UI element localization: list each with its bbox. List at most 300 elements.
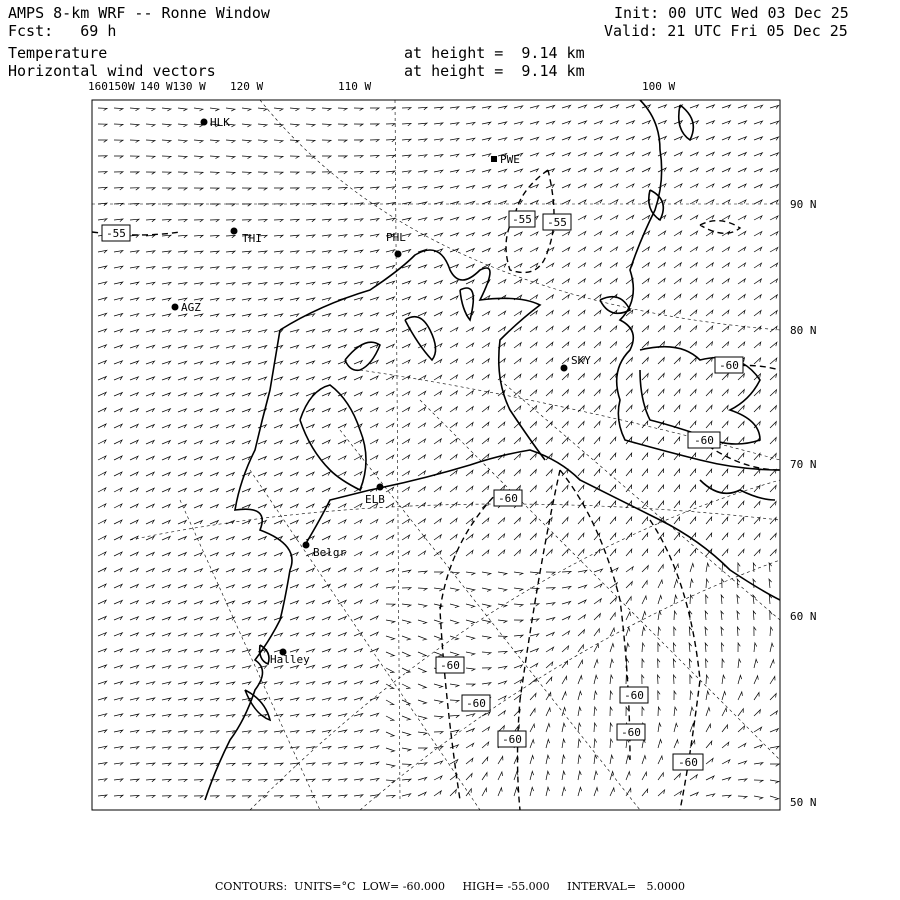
wind-vector (658, 580, 663, 588)
wind-vector (178, 457, 186, 461)
wind-vector (146, 536, 154, 540)
wind-vector (370, 329, 378, 332)
wind-vector (530, 693, 536, 700)
wind-vector (194, 601, 203, 604)
station-marker-elb (377, 484, 384, 491)
wind-vector (338, 633, 346, 636)
wind-vector (737, 627, 739, 636)
wind-vector (98, 600, 106, 604)
wind-vector (226, 409, 234, 412)
wind-vector (642, 421, 648, 428)
wind-vector (753, 611, 756, 620)
wind-vector (370, 424, 378, 428)
wind-vector (306, 424, 314, 428)
wind-vector (194, 283, 203, 286)
wind-vector (210, 220, 219, 222)
wind-vector (130, 552, 138, 556)
wind-vector (514, 787, 518, 796)
wind-vector (594, 517, 600, 524)
wind-vector (226, 650, 235, 653)
wind-vector (706, 579, 709, 588)
wind-vector (594, 263, 601, 268)
wind-vector (482, 712, 490, 716)
station-label-thi: THI (242, 232, 262, 245)
wind-vector (754, 390, 760, 396)
wind-vector (242, 731, 251, 734)
wind-vector (737, 611, 740, 620)
wind-vector (338, 763, 347, 766)
wind-vector (466, 138, 475, 141)
wind-vector (546, 550, 552, 557)
wind-vector (354, 616, 362, 620)
wind-vector (674, 723, 678, 732)
wind-vector (386, 439, 394, 444)
wind-vector (722, 310, 729, 316)
wind-vector (706, 310, 713, 316)
wind-vector (98, 568, 106, 572)
wind-vector (98, 584, 106, 588)
wind-vector (578, 723, 581, 732)
wind-vector (194, 346, 203, 349)
wind-vector (642, 659, 644, 668)
wind-vector (770, 422, 776, 428)
wind-vector (226, 553, 234, 556)
wind-vector (98, 536, 106, 540)
wind-vector (738, 761, 747, 764)
wind-vector (674, 707, 677, 716)
wind-vector (642, 121, 650, 124)
wind-vector (274, 633, 283, 636)
wind-vector (130, 682, 139, 685)
wind-vector (402, 281, 411, 284)
wind-vector (114, 520, 122, 524)
wind-vector (594, 660, 598, 669)
wind-vector (578, 676, 582, 684)
wind-vector (722, 742, 729, 748)
wind-vector (226, 666, 235, 669)
wind-vector (578, 453, 584, 460)
wind-vector (114, 633, 122, 636)
wind-vector (610, 755, 613, 764)
wind-vector (402, 392, 410, 397)
wind-vector (162, 779, 171, 782)
wind-vector (386, 108, 395, 110)
wind-vector (242, 617, 251, 620)
wind-vector (514, 470, 520, 476)
wind-vector (450, 123, 459, 126)
wind-vector (450, 391, 457, 396)
wind-vector (450, 652, 459, 656)
wind-vector (737, 595, 740, 604)
wind-vector (546, 279, 554, 284)
wind-vector (146, 779, 155, 782)
wind-vector (322, 779, 331, 782)
wind-vector (658, 247, 665, 252)
wind-vector (162, 536, 170, 540)
wind-vector (738, 121, 747, 124)
wind-vector (418, 186, 427, 189)
wind-vector (274, 282, 283, 285)
wind-vector (722, 795, 731, 798)
wind-vector (514, 374, 521, 380)
wind-vector (482, 311, 490, 316)
wind-vector (594, 755, 597, 764)
wind-vector (434, 312, 442, 316)
wind-vector (338, 746, 347, 749)
wind-vector (178, 488, 186, 492)
station-marker-pwe (491, 156, 497, 162)
wind-vector (210, 473, 218, 477)
wind-vector (450, 700, 459, 703)
wind-vector (690, 563, 694, 572)
wind-vector (770, 746, 779, 749)
wind-vector (770, 105, 779, 108)
wind-vector (274, 314, 283, 317)
wind-vector (210, 682, 219, 685)
wind-vector (466, 714, 475, 717)
wind-vector (290, 698, 299, 701)
wind-vector (146, 714, 155, 717)
wind-vector (274, 682, 283, 685)
wind-vector (754, 263, 762, 268)
wind-vector (226, 188, 235, 190)
wind-vector (290, 345, 299, 348)
wind-vector (770, 374, 777, 380)
lon-label-130: W130 W (166, 80, 206, 93)
wind-vector (658, 756, 663, 764)
wind-vector (530, 663, 538, 668)
wind-vector (546, 374, 553, 380)
wind-vector (146, 267, 155, 270)
wind-vector (642, 342, 649, 348)
wind-vector (514, 518, 520, 524)
wind-vector (418, 792, 426, 796)
wind-vector (546, 295, 553, 300)
wind-vector (722, 485, 728, 492)
wind-vector (114, 124, 123, 127)
wind-vector (514, 550, 521, 556)
wind-vector (658, 152, 666, 156)
wind-vector (114, 377, 122, 380)
wind-vector (658, 549, 664, 556)
wind-vector (530, 518, 536, 524)
wind-vector (530, 153, 539, 156)
wind-vector (626, 215, 634, 220)
wind-vector (450, 588, 459, 591)
wind-vector (114, 763, 123, 766)
wind-vector (242, 172, 251, 175)
wind-vector (418, 297, 426, 301)
wind-vector (322, 361, 330, 364)
wind-vector (466, 186, 475, 189)
wind-vector (578, 310, 585, 316)
wind-vector (769, 579, 772, 588)
wind-vector (562, 755, 565, 764)
wind-vector (722, 533, 728, 540)
wind-vector (754, 326, 761, 332)
wind-vector (594, 675, 598, 684)
wind-vector (498, 327, 505, 332)
wind-vector (754, 469, 760, 476)
wind-vector (258, 267, 267, 270)
wind-vector (722, 105, 731, 108)
wind-vector (386, 636, 395, 640)
wind-vector (498, 406, 505, 412)
wind-vector (194, 731, 203, 734)
wind-vector (226, 585, 234, 588)
wind-vector (482, 327, 490, 332)
wind-vector (130, 219, 139, 222)
wind-vector (546, 263, 554, 268)
wind-vector (594, 168, 602, 172)
wind-vector (642, 215, 650, 220)
wind-vector (722, 326, 729, 332)
wind-vector (594, 707, 597, 716)
wind-vector (210, 267, 219, 270)
wind-vector (146, 219, 155, 222)
wind-vector (370, 665, 378, 668)
wind-vector (114, 266, 123, 269)
wind-vector (178, 393, 187, 396)
wind-vector (338, 698, 347, 701)
wind-vector (434, 716, 443, 719)
wind-vector (114, 649, 123, 652)
wind-vector (274, 220, 283, 222)
wind-vector (418, 155, 427, 158)
wind-vector (754, 517, 760, 524)
wind-vector (466, 789, 471, 796)
wind-vector (658, 263, 665, 268)
wind-vector (562, 326, 569, 332)
wind-vector (674, 501, 680, 508)
wind-vector (306, 633, 315, 636)
wind-vector (386, 187, 395, 190)
wind-vector (434, 391, 442, 396)
wind-vector (546, 724, 550, 733)
wind-vector (466, 375, 473, 380)
wind-vector (482, 438, 489, 444)
wind-vector (642, 756, 646, 765)
wind-vector (562, 707, 566, 716)
wind-vector (178, 698, 187, 701)
wind-vector (434, 588, 443, 591)
wind-vector (98, 313, 107, 316)
wind-vector (162, 569, 170, 572)
wind-vector (466, 550, 473, 556)
wind-vector (194, 666, 203, 669)
wind-vector (114, 552, 122, 556)
wind-vector (242, 283, 251, 286)
wind-vector (674, 437, 680, 444)
wind-vector (514, 169, 523, 172)
wind-vector (482, 470, 489, 476)
wind-vector (674, 595, 677, 604)
wind-vector (290, 361, 299, 364)
wind-vector (705, 611, 708, 620)
wind-vector (674, 326, 681, 332)
wind-vector (673, 659, 676, 668)
wind-vector (322, 601, 330, 605)
init-time: Init: 00 UTC Wed 03 Dec 25 (614, 4, 849, 22)
wind-vector (514, 264, 522, 268)
wind-vector (338, 488, 346, 492)
wind-vector (290, 504, 298, 508)
wind-vector (530, 422, 537, 428)
wind-vector (754, 342, 761, 348)
wind-vector (130, 266, 139, 269)
wind-vector (146, 156, 155, 159)
wind-vector (754, 358, 761, 364)
wind-vector (402, 487, 410, 492)
wind-vector (114, 456, 122, 460)
wind-vector (306, 456, 314, 460)
svg-text:-60: -60 (440, 659, 460, 672)
wind-vector (482, 757, 488, 764)
wind-vector (578, 660, 583, 668)
wind-vector (642, 437, 648, 444)
wind-vector (210, 489, 218, 493)
wind-vector (482, 620, 491, 623)
wind-vector (290, 314, 299, 317)
wind-vector (178, 682, 187, 685)
wind-vector (306, 472, 314, 476)
wind-vector (162, 393, 170, 396)
wind-vector (418, 487, 425, 492)
wind-vector (370, 600, 378, 604)
wind-vector (258, 731, 267, 734)
station-label-belgr: Belgr (313, 546, 347, 559)
wind-vector (274, 456, 282, 460)
wind-vector (610, 405, 616, 412)
wind-vector (98, 424, 106, 428)
wind-vector (194, 220, 203, 222)
wind-vector (770, 501, 776, 508)
wind-vector (322, 649, 331, 652)
wind-vector (498, 534, 505, 540)
wind-vector (674, 740, 678, 748)
wind-vector (562, 453, 568, 460)
wind-vector (306, 585, 314, 589)
wind-vector (290, 409, 298, 412)
wind-vector (162, 617, 171, 620)
wind-vector (210, 172, 219, 175)
wind-vector (562, 723, 565, 732)
wind-vector (674, 791, 682, 796)
wind-vector (114, 714, 123, 717)
wind-vector (306, 140, 315, 143)
wind-vector (674, 627, 676, 636)
wind-vector (706, 595, 708, 604)
wind-vector (370, 616, 378, 620)
wind-vector (642, 596, 647, 604)
wind-vector (210, 650, 219, 653)
wind-vector (418, 139, 427, 142)
wind-vector (754, 485, 760, 492)
wind-vector (466, 423, 473, 429)
wind-vector (194, 235, 203, 238)
lon-label-140: 140 (140, 80, 160, 93)
wind-vector (178, 763, 187, 766)
wind-vector (705, 643, 708, 652)
wind-vector (194, 553, 202, 556)
wind-vector (722, 263, 729, 268)
wind-vector (530, 122, 539, 125)
wind-vector (226, 220, 235, 222)
wind-vector (306, 568, 314, 572)
wind-vector (434, 296, 442, 300)
wind-vector (194, 108, 203, 111)
wind-vector (354, 187, 363, 190)
wind-vector (194, 682, 203, 685)
svg-text:-60: -60 (466, 697, 486, 710)
svg-text:-60: -60 (678, 756, 698, 769)
wind-vector (162, 633, 171, 636)
wind-vector (594, 374, 600, 380)
wind-vector (674, 533, 680, 540)
wind-vector (322, 456, 330, 460)
wind-vector (418, 571, 427, 574)
wind-vector (690, 342, 697, 348)
wind-vector (306, 124, 315, 127)
wind-vector (705, 627, 708, 636)
wind-vector (226, 140, 235, 143)
wind-vector (658, 790, 665, 796)
wind-vector (482, 106, 491, 109)
wind-vector (658, 469, 664, 476)
wind-vector (674, 389, 680, 396)
wind-vector (642, 152, 650, 156)
wind-vector (386, 329, 394, 333)
wind-vector (290, 124, 299, 127)
wind-vector (146, 345, 155, 348)
lat-label-80: 80 N (790, 324, 817, 337)
wind-vector (258, 780, 267, 782)
wind-vector (450, 439, 457, 444)
wind-vector (530, 232, 538, 236)
wind-vector (690, 595, 693, 604)
wind-vector (578, 691, 582, 700)
wind-vector (226, 298, 235, 301)
wind-vector (530, 470, 536, 476)
svg-text:-60: -60 (498, 492, 518, 505)
wind-vector (546, 137, 555, 140)
wind-vector (322, 795, 331, 798)
wind-vector (562, 549, 568, 556)
wind-vector (146, 747, 155, 750)
wind-vector (114, 568, 122, 572)
wind-vector (130, 393, 138, 396)
wind-vector (386, 519, 394, 524)
wind-vector (98, 361, 106, 364)
wind-vector (674, 200, 682, 204)
wind-vector (546, 603, 555, 606)
wind-vector (290, 617, 298, 620)
wind-vector (98, 156, 107, 158)
wind-vector (674, 136, 682, 140)
wind-vector (194, 521, 202, 525)
wind-vector (514, 665, 522, 668)
wind-vector (162, 361, 171, 364)
wind-vector (690, 200, 698, 204)
wind-vector (738, 549, 744, 556)
wind-vector (98, 697, 107, 700)
wind-vector (242, 330, 251, 333)
wind-vector (434, 233, 443, 236)
wind-vector (434, 776, 442, 780)
wind-vector (354, 456, 362, 460)
wind-vector (642, 789, 648, 796)
wind-vector (354, 746, 363, 749)
